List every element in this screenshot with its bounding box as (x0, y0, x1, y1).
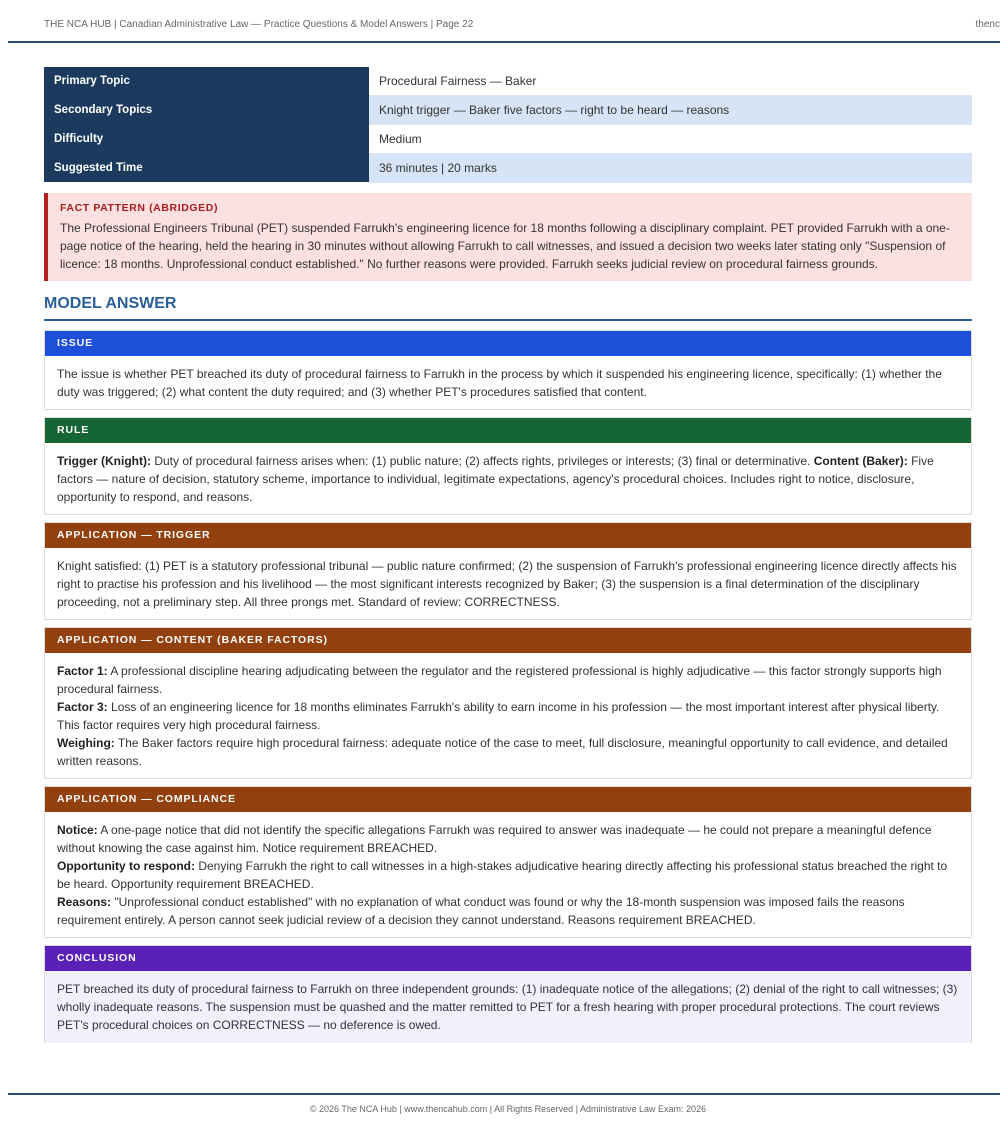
compliance-text: A one-page notice that did not identify the specific allegations Farrukh was required to answer was inadequate — he could not prepare a meaningful defence without knowing the case against him. Notice requirement BREACHED. (57, 823, 932, 855)
rule-content-text: Five factors — nature of decision, statutory scheme, importance to individual, legitimate expectations, agency's procedural choices. Includes right to notice, disclosure, opportunity to respond, and reasons. (57, 454, 934, 504)
compliance-paragraph (57, 857, 959, 893)
application-compliance-body (45, 812, 971, 929)
fact-pattern-box (44, 193, 972, 281)
question-meta-table (44, 67, 972, 183)
header-title: THE NCA HUB | Canadian Administrative Law — Practice Questions & Model Answers | Page 22 (44, 19, 474, 30)
compliance-paragraph (57, 893, 959, 929)
meta-value: 36 minutes | 20 marks (369, 153, 972, 182)
issue-text: The issue is whether PET breached its duty of procedural fairness to Farrukh in the process by which it suspended his engineering licence, specifically: (1) whether the duty was triggered; (2) what content the duty required; and (3) whether PET's procedures satisfied that content. (57, 367, 942, 399)
application-content-section (44, 627, 972, 779)
meta-value: Medium (369, 124, 972, 153)
application-trigger-text: Knight satisfied: (1) PET is a statutory professional tribunal — public nature confirmed; (2) the suspension of Farrukh's professional engineering licence directly affects his right to practise his profession and his livelihood — the most significant interests recognized by Baker; (3) the suspension is a final determination of the disciplinary proceeding, not a preliminary step. All three prongs met. Standard of review: CORRECTNESS. (57, 559, 957, 609)
conclusion-body (45, 971, 971, 1043)
application-compliance-header: APPLICATION — COMPLIANCE (45, 787, 971, 812)
header-site: thenc (975, 19, 1000, 30)
meta-row (44, 67, 972, 95)
rule-trigger-text: Duty of procedural fairness arises when: (1) public nature; (2) affects rights, privileges or interests; (3) final or determinative. (150, 454, 814, 468)
application-trigger-section (44, 522, 972, 620)
rule-trigger-label: Trigger (Knight): (57, 454, 151, 468)
issue-header: ISSUE (45, 331, 971, 356)
compliance-paragraph (57, 821, 959, 857)
application-content-body (45, 653, 971, 770)
application-trigger-body (45, 548, 971, 611)
fact-pattern-title: FACT PATTERN (ABRIDGED) (60, 202, 219, 214)
factor-paragraph (57, 698, 959, 734)
factor-label: Weighing: (57, 736, 115, 750)
compliance-text: "Unprofessional conduct established" with no explanation of what conduct was found or why the 18-month suspension was imposed fails the reasons requirement entirely. A person cannot seek judicial review of a decision they cannot understand. Reasons requirement BREACHED. (57, 895, 905, 927)
page-footer: © 2026 The NCA Hub | www.thencahub.com | All Rights Reserved | Administrative Law Exam: 2026 (309, 1104, 707, 1114)
compliance-label: Opportunity to respond: (57, 859, 195, 873)
compliance-label: Reasons: (57, 895, 112, 909)
meta-value: Knight trigger — Baker five factors — right to be heard — reasons (369, 95, 972, 124)
meta-label: Difficulty (44, 124, 369, 153)
rule-content-label: Content (Baker): (813, 454, 908, 468)
factor-paragraph (57, 662, 959, 698)
fact-pattern-text: The Professional Engineers Tribunal (PET) suspended Farrukh's engineering licence for 18 months following a disciplinary complaint. PET provided Farrukh with a one-page notice of the hearing, held the hearing in 30 minutes without allowing Farrukh to call witnesses, and issued a decision two weeks later stating only "Suspension of licence: 18 months. Unprofessional conduct established." No further reasons were provided. Farrukh seeks judicial review on procedural fairness grounds. (60, 221, 950, 271)
conclusion-section (44, 945, 972, 1043)
rule-header: RULE (45, 418, 971, 443)
page-header (8, 0, 1000, 43)
conclusion-header: CONCLUSION (45, 946, 971, 971)
issue-body (45, 356, 971, 401)
issue-section (44, 330, 972, 410)
meta-label: Suggested Time (44, 153, 369, 182)
application-compliance-section (44, 786, 972, 938)
factor-text: A professional discipline hearing adjudicating between the regulator and the registered professional is highly adjudicative — this factor strongly supports high procedural fairness. (57, 664, 942, 696)
application-content-header: APPLICATION — CONTENT (BAKER FACTORS) (45, 628, 971, 653)
compliance-label: Notice: (57, 823, 98, 837)
rule-body (45, 443, 971, 506)
rule-section (44, 417, 972, 515)
rule-text (57, 452, 959, 506)
factor-label: Factor 3: (57, 700, 108, 714)
application-trigger-header: APPLICATION — TRIGGER (45, 523, 971, 548)
factor-label: Factor 1: (57, 664, 108, 678)
meta-row (44, 153, 972, 182)
conclusion-text: PET breached its duty of procedural fairness to Farrukh on three independent grounds: (1) inadequate notice of the allegations; (2) denial of the right to call witnesses; (3) wholly inadequate reasons. The suspension must be quashed and the matter remitted to PET for a fresh hearing with proper procedural protections. The court reviews PET's procedural choices on CORRECTNESS — no deference is owed. (57, 982, 958, 1032)
model-answer-title: MODEL ANSWER (44, 295, 972, 321)
meta-label: Primary Topic (44, 67, 369, 95)
factor-text: Loss of an engineering licence for 18 months eliminates Farrukh's ability to earn income in his profession — the most important interest after physical liberty. This factor requires very high procedural fairness. (57, 700, 940, 732)
footer-divider (8, 1093, 1000, 1095)
meta-row (44, 95, 972, 124)
meta-value: Procedural Fairness — Baker (369, 67, 972, 95)
compliance-text: Denying Farrukh the right to call witnesses in a high-stakes adjudicative hearing directly affecting his professional status breached the right to be heard. Opportunity requirement BREACHED. (57, 859, 948, 891)
factor-paragraph (57, 734, 959, 770)
meta-row (44, 124, 972, 153)
meta-label: Secondary Topics (44, 95, 369, 124)
factor-text: The Baker factors require high procedural fairness: adequate notice of the case to meet, full disclosure, meaningful opportunity to call evidence, and detailed written reasons. (57, 736, 948, 768)
